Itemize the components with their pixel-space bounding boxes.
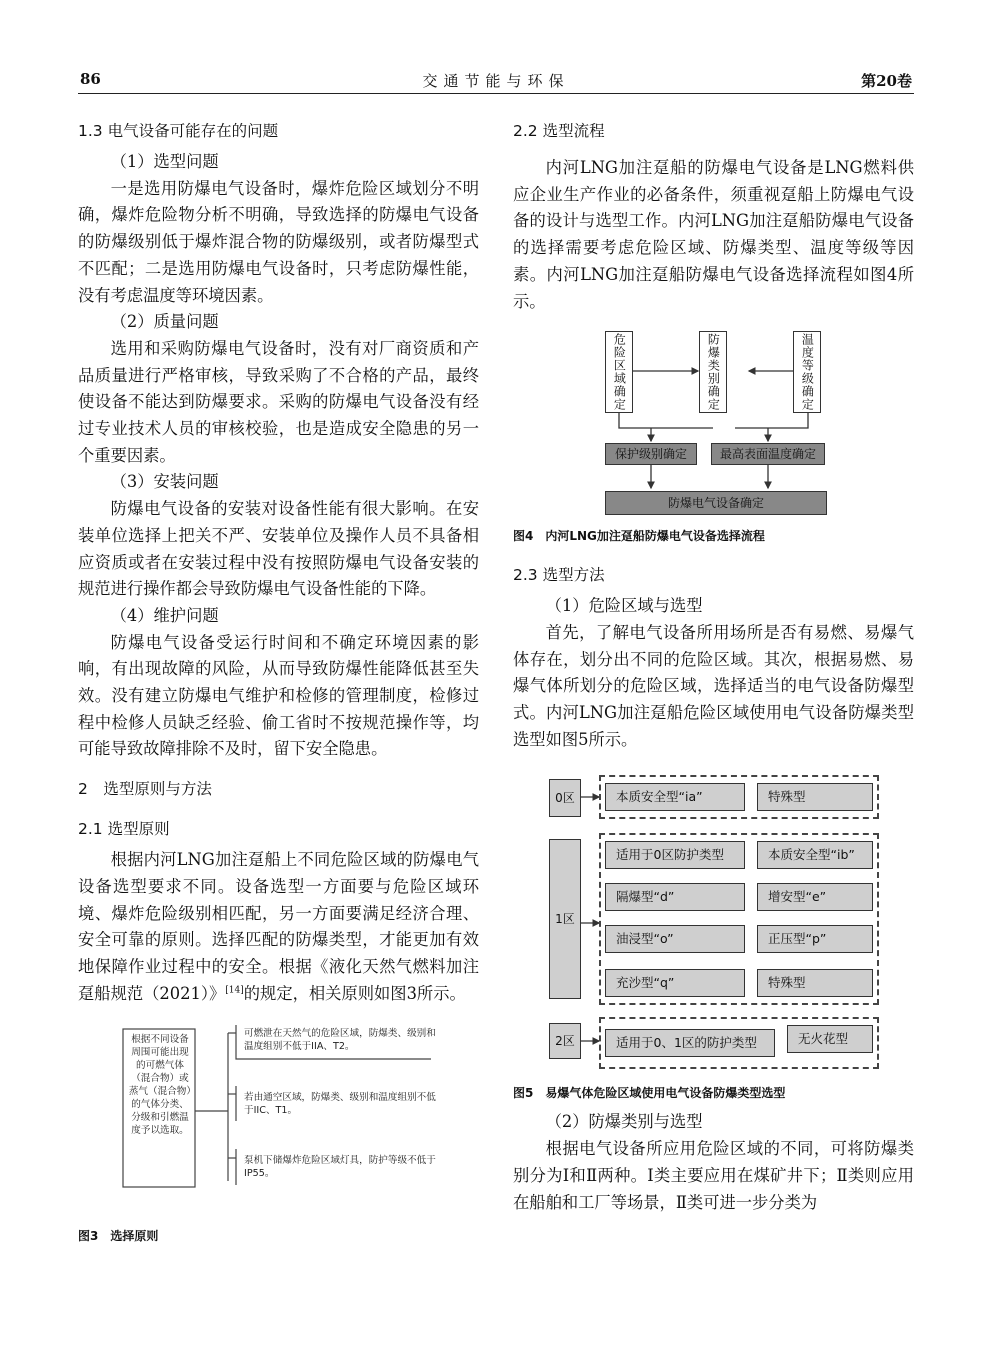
paragraph-maintenance-problem: 防爆电气设备受运行时间和不确定环境因素的影响，有出现故障的风险，从而导致防爆性能降低甚至失效。没有建立防爆电气维护和检修的管理制度，检修过程中检修人员缺乏经验、偷工省时不按规范操作等，均可能导致故障排除不及时，留下安全隐患。	[78, 632, 479, 759]
page-header	[78, 70, 914, 90]
flow-box-device-determined: 防爆电气设备确定	[605, 491, 827, 515]
flow-box-max-surface-temp: 最高表面温度确定	[711, 443, 825, 465]
type-ib: 本质安全型“ib”	[757, 841, 873, 869]
type-p: 正压型“p”	[757, 925, 873, 953]
zone-0-label: 0区	[549, 779, 581, 817]
figure-3-caption: 图3 选择原则	[78, 1229, 159, 1244]
zone-2-label: 2区	[549, 1023, 581, 1059]
paragraph-selection-problem: 一是选用防爆电气设备时，爆炸危险区域划分不明确，爆炸危险物分析不明确，导致选择的防爆电气设备的防爆级别低于爆炸混合物的防爆级别，或者防爆型式不匹配；二是选用防爆电气设备时，只考虑防爆性能，没有考虑温度等环境因素。	[78, 178, 479, 305]
flow-box-explosion-class: 防爆类别确定	[699, 331, 727, 413]
citation-ref: [14]	[225, 985, 244, 996]
flow-box-protection-level: 保护级别确定	[605, 443, 697, 465]
flow-box-temperature-grade: 温度等级确定	[793, 331, 821, 413]
figure-3-item-3: 泵机下储爆炸危险区域灯具，防护等级不低于IP55。	[244, 1155, 436, 1180]
figure-5-caption: 图5 易爆气体危险区域使用电气设备防爆类型选型	[513, 1086, 786, 1101]
section-1-3-title: 1.3 电气设备可能存在的问题	[78, 122, 279, 140]
figure-4	[513, 331, 914, 526]
type-o: 油浸型“o”	[605, 925, 745, 953]
type-zone01-protection: 适用于0、1区的防护类型	[605, 1029, 775, 1057]
figure-3-item-1: 可燃泄在天然气的危险区域，防爆类、级别和温度组别不低于IIA、T2。	[244, 1028, 436, 1053]
subheading-quality-problem: （2）质量问题	[110, 312, 219, 332]
paragraph-quality-problem: 选用和采购防爆电气设备时，没有对厂商资质和产品质量进行严格审核，导致采购了不合格的产品，最终使设备不能达到防爆要求。采购的防爆电气设备没有经过专业技术人员的审核校验，也是造成安全隐患的另一个重要因素。	[78, 338, 479, 465]
type-special-0: 特殊型	[757, 783, 873, 811]
figure-3	[78, 1021, 479, 1226]
header-rule	[78, 93, 914, 94]
section-2-1-title: 2.1 选型原则	[78, 820, 170, 839]
figure-5	[513, 775, 914, 1083]
type-q: 充沙型“q”	[605, 969, 745, 997]
section-2-2-title: 2.2 选型流程	[513, 122, 605, 140]
right-column	[513, 118, 914, 1216]
type-non-sparking: 无火花型	[787, 1025, 873, 1053]
type-zone0-protection: 适用于0区防护类型	[605, 841, 745, 869]
paragraph-selection-principle: 根据内河LNG加注趸船上不同危险区域的防爆电气设备选型要求不同。设备选型一方面要与危险区域环境、爆炸危险级别相匹配，另一方面要满足经济合理、安全可靠的原则。选择匹配的防爆类型，才能更加有效地保障作业过程中的安全。根据《液化天然气燃料加注趸船规范（2021）》[14]的规定，相关原则如图3所示。	[78, 850, 479, 1003]
paragraph-explosion-class: 根据电气设备所应用危险区域的不同，可将防爆类别分为Ⅰ和Ⅱ两种。Ⅰ类主要应用在煤矿井下；Ⅱ类则应用在船舶和工厂等场景，Ⅱ类可进一步分类为	[513, 1139, 914, 1212]
subheading-selection-problem: （1）选型问题	[110, 152, 219, 171]
subheading-maintenance-problem: （4）维护问题	[110, 605, 219, 625]
volume-label: 第20卷	[861, 72, 912, 90]
page-number: 86	[80, 70, 101, 88]
flow-box-hazard-area: 危险区域确定	[605, 331, 633, 413]
type-e: 增安型“e”	[757, 883, 873, 911]
figure-3-root-text: 根据不同设备周围可能出现的可燃气体（混合物）或蒸气（混合物）的气体分类、分级和引燃温度予以选取。	[128, 1034, 192, 1137]
left-column	[78, 118, 479, 1246]
paragraph-install-problem: 防爆电气设备的安装对设备性能有很大影响。在安装单位选择上把关不严、安装单位及操作人员不具备相应资质或者在安装过程中没有按照防爆电气设备安装的规范进行操作都会导致防爆电气设备性能的下降。	[78, 499, 479, 599]
section-2-title: 2 选型原则与方法	[78, 780, 212, 799]
paragraph-selection-process: 内河LNG加注趸船的防爆电气设备是LNG燃料供应企业生产作业的必备条件，须重视趸船上防爆电气设备的设计与选型工作。内河LNG加注趸船防爆电气设备的选择需要考虑危险区域、防爆类型、温度等级等因素。内河LNG加注趸船防爆电气设备选择流程如图4所示。	[513, 158, 914, 311]
subheading-explosion-class: （2）防爆类别与选型	[545, 1112, 703, 1132]
type-ia: 本质安全型“ia”	[605, 783, 745, 811]
zone-1-label: 1区	[549, 839, 581, 999]
subheading-hazard-area: （1）危险区域与选型	[545, 596, 703, 616]
figure-4-caption: 图4 内河LNG加注趸船防爆电气设备选择流程	[513, 529, 765, 544]
paragraph-hazard-area: 首先，了解电气设备所用场所是否有易燃、易爆气体存在，划分出不同的危险区域。其次，根据易燃、易爆气体所划分的危险区域，选择适当的电气设备防爆型式。内河LNG加注趸船危险区域使用电气设备防爆类型选型如图5所示。	[513, 622, 914, 749]
subheading-install-problem: （3）安装问题	[110, 472, 219, 492]
type-special-1: 特殊型	[757, 969, 873, 997]
type-d: 隔爆型“d”	[605, 883, 745, 911]
journal-title: 交通节能与环保	[422, 72, 570, 90]
section-2-3-title: 2.3 选型方法	[513, 566, 605, 585]
figure-3-item-2: 若由通空区域，防爆类、级别和温度组别不低于IIC、T1。	[244, 1092, 436, 1117]
